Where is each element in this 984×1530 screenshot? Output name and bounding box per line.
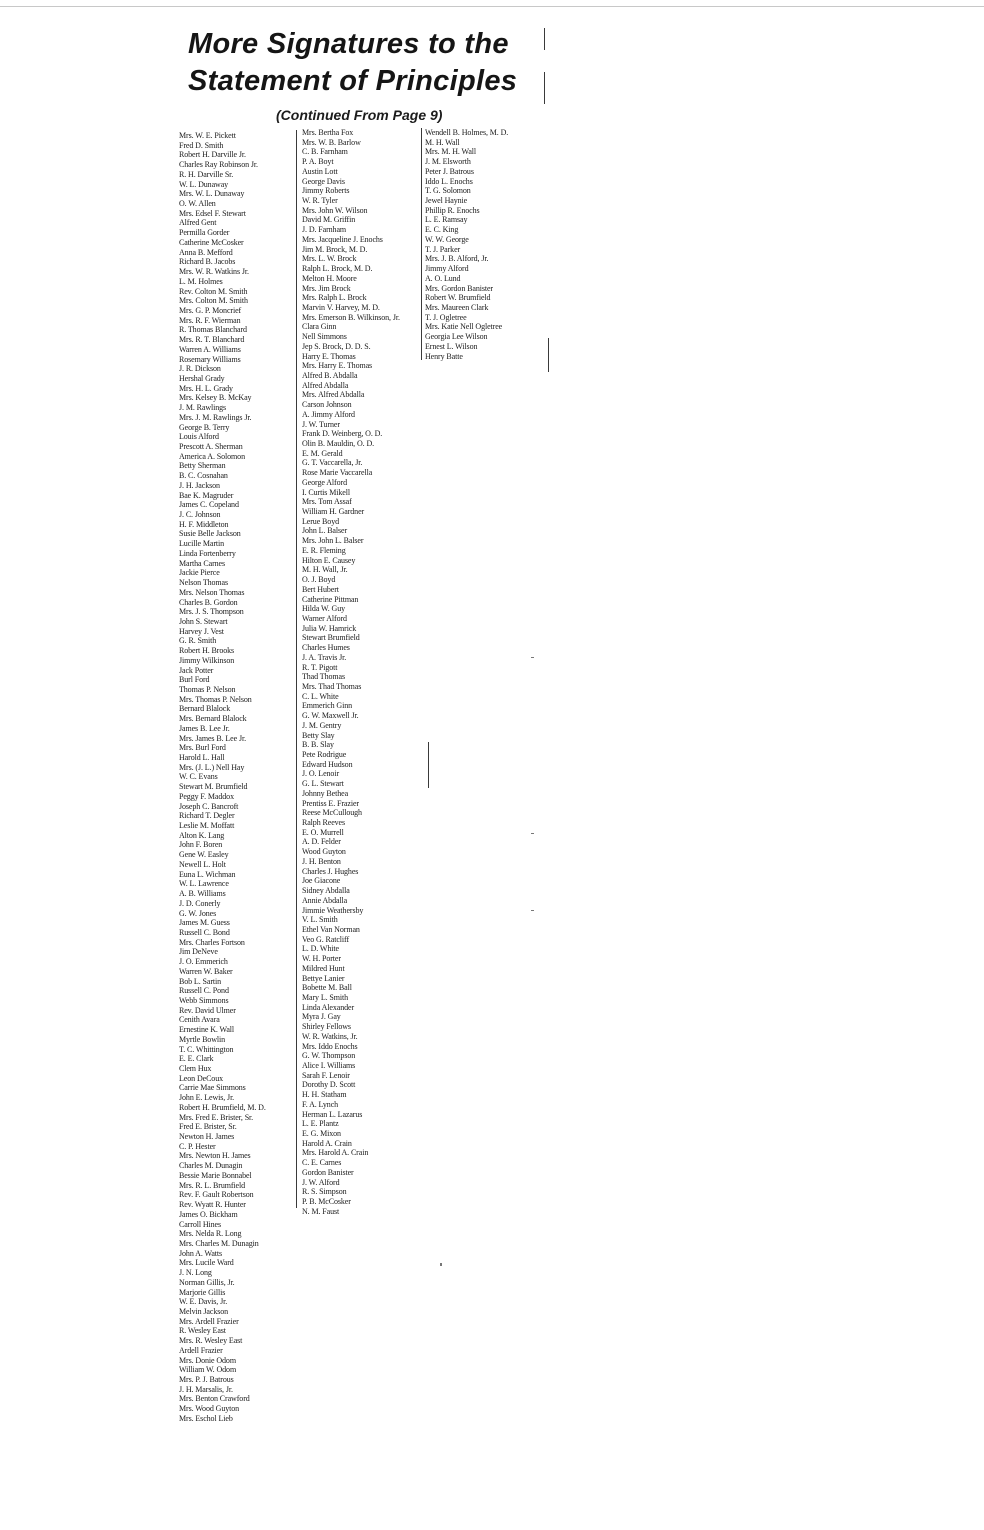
signer-name: Mrs. J. S. Thompson xyxy=(179,607,244,617)
signer-name: Robert H. Brumfield, M. D. xyxy=(179,1102,266,1112)
signer-name: T. J. Parker xyxy=(425,244,461,254)
signer-name: Phillip R. Enochs xyxy=(425,205,480,215)
signer-name: Mrs. Newton H. James xyxy=(179,1151,251,1161)
signer-name: Alfred B. Abdalla xyxy=(302,370,358,380)
signer-name: H. F. Middleton xyxy=(179,519,229,529)
signer-name: W. R. Watkins, Jr. xyxy=(302,1031,358,1041)
signer-name: Georgia Lee Wilson xyxy=(425,332,488,342)
signer-name: E. R. Fleming xyxy=(302,545,346,555)
signer-name: J. D. Farnham xyxy=(302,225,347,235)
signer-name: L. D. White xyxy=(302,944,339,954)
headline xyxy=(188,26,548,100)
column-rule-1 xyxy=(296,130,297,1208)
signer-name: Mrs. W. E. Pickett xyxy=(179,131,236,140)
signer-name: M. H. Wall xyxy=(425,137,460,147)
signer-name: G. W. Jones xyxy=(179,908,217,918)
signer-name: Ralph L. Brock, M. D. xyxy=(302,264,373,274)
signer-name: Mrs. John W. Wilson xyxy=(302,205,368,215)
signer-name: Clem Hux xyxy=(179,1064,212,1073)
signer-name: Mrs. Harold A. Crain xyxy=(302,1148,369,1158)
signer-name: Robert H. Darville Jr. xyxy=(179,150,246,160)
signer-name: W. W. George xyxy=(425,234,469,244)
signer-name: F. A. Lynch xyxy=(302,1099,339,1109)
signer-name: Robert W. Brumfield xyxy=(425,293,491,303)
signer-name: Mrs. H. L. Grady xyxy=(179,383,233,393)
signer-name: Charles M. Dunagin xyxy=(179,1161,243,1171)
signer-name: Bernard Blalock xyxy=(179,704,231,714)
signer-name: E. M. Gerald xyxy=(302,448,343,458)
signer-name: J. C. Johnson xyxy=(179,510,221,520)
signer-name: John L. Balser xyxy=(302,526,348,536)
signer-name: A. Jimmy Alford xyxy=(302,409,355,419)
signer-name: Anna B. Mefford xyxy=(179,247,233,257)
signer-name: Warner Alford xyxy=(302,613,347,623)
signer-name: Harold L. Hall xyxy=(179,753,225,762)
signer-name: Frank D. Weinberg, O. D. xyxy=(302,429,383,439)
signer-name: Mrs. John L. Balser xyxy=(302,536,364,546)
signer-name: Prescott A. Sherman xyxy=(179,442,243,451)
page-top-rule xyxy=(0,6,984,7)
signer-name: T. G. Solomon xyxy=(425,186,471,196)
signer-name: L. E. Ramsay xyxy=(425,215,468,225)
signer-name: Mildred Hunt xyxy=(302,963,345,973)
signer-name: Marvin V. Harvey, M. D. xyxy=(302,302,380,312)
signer-name: J. M. Rawlings xyxy=(179,403,227,413)
signer-name: Mrs. R. F. Wierman xyxy=(179,315,241,325)
signer-name: G. W. Thompson xyxy=(302,1051,356,1061)
signer-name: J. W. Turner xyxy=(302,419,340,429)
signer-name: Mrs. Alfred Abdalla xyxy=(302,390,365,400)
signer-name: James C. Copeland xyxy=(179,500,239,510)
signer-name: Jimmie Weathersby xyxy=(302,905,364,915)
signer-name: Mrs. Wood Guyton xyxy=(179,1404,240,1414)
headline-line-2: Statement of Principles xyxy=(188,65,518,97)
signer-name: Thomas P. Nelson xyxy=(179,684,236,694)
signer-name: Mrs. Charles M. Dunagin xyxy=(179,1238,259,1248)
signer-name: Bae K. Magruder xyxy=(179,490,234,500)
column-rule-2 xyxy=(421,128,422,360)
signer-name: Mrs. Edsel F. Stewart xyxy=(179,208,246,218)
signer-name: Gordon Banister xyxy=(302,1167,354,1177)
signer-name: Alton K. Lang xyxy=(179,830,225,840)
signer-name: Permilla Gorder xyxy=(179,228,230,238)
signer-name: Leon DeCoux xyxy=(179,1073,224,1083)
signer-name: Bob L. Sartin xyxy=(179,976,222,986)
signer-name: Mrs. Thomas P. Nelson xyxy=(179,694,252,704)
signer-name: Johnny Bethea xyxy=(302,788,349,798)
signer-name: Sarah F. Lenoir xyxy=(302,1070,350,1080)
signer-name: Harry E. Thomas xyxy=(302,351,356,361)
signer-name: Burl Ford xyxy=(179,675,210,685)
signer-name: Mrs. Iddo Enochs xyxy=(302,1041,358,1051)
signer-name: Mrs. Maureen Clark xyxy=(425,302,489,312)
signer-name: Rev. Wyatt R. Hunter xyxy=(179,1200,246,1210)
signer-name: E. G. Mixon xyxy=(302,1129,341,1139)
signer-name: O. W. Allen xyxy=(179,199,216,209)
signer-name: V. L. Smith xyxy=(302,915,338,925)
signer-name: Carson Johnson xyxy=(302,400,352,410)
signer-name: Mrs. Ardell Frazier xyxy=(179,1316,239,1326)
signer-name: Mrs. Katie Nell Ogletree xyxy=(425,322,503,332)
signer-name: John A. Watts xyxy=(179,1248,223,1258)
signer-name: James B. Lee Jr. xyxy=(179,723,230,733)
signer-name: Jimmy Wilkinson xyxy=(179,655,235,665)
signer-name: America A. Solomon xyxy=(179,451,245,461)
signer-name: Mrs. Donie Odom xyxy=(179,1355,236,1365)
signer-name: William H. Gardner xyxy=(302,507,365,517)
signer-name: T. C. Whittington xyxy=(179,1044,234,1054)
signer-name: C. E. Carnes xyxy=(302,1158,342,1168)
signer-name: Myrtle Bowlin xyxy=(179,1034,226,1044)
signer-name: Harvey J. Vest xyxy=(179,626,224,636)
signer-name: Russell C. Pond xyxy=(179,986,229,996)
signer-name: E. O. Murrell xyxy=(302,827,344,837)
signer-name: Mrs. J. B. Alford, Jr. xyxy=(425,254,489,264)
signer-name: Pete Rodrigue xyxy=(302,750,347,759)
signer-name: William W. Odom xyxy=(179,1365,237,1375)
signer-name: J. H. Marsalis, Jr. xyxy=(179,1384,233,1394)
signer-name: Alice I. Williams xyxy=(302,1061,356,1070)
signer-name: Martha Carnes xyxy=(179,558,226,568)
signer-name: Mrs. Nelson Thomas xyxy=(179,587,245,597)
signer-name: Mrs. Fred E. Brister, Sr. xyxy=(179,1112,254,1122)
signer-name: Lucille Martin xyxy=(179,539,225,549)
signer-name: Mrs. W. R. Watkins Jr. xyxy=(179,267,249,277)
signer-name: W. C. Evans xyxy=(179,772,218,782)
signer-name: Jackie Pierce xyxy=(179,568,220,578)
signer-name: A. B. Williams xyxy=(179,889,226,899)
signer-name: G. W. Maxwell Jr. xyxy=(302,711,359,721)
signer-name: C. P. Hester xyxy=(179,1141,216,1151)
signer-name: Richard T. Degler xyxy=(179,811,235,821)
signer-name: Charles Ray Robinson Jr. xyxy=(179,160,258,170)
signer-name: Rose Marie Vaccarella xyxy=(302,468,373,478)
signer-name: Emmerich Ginn xyxy=(302,701,353,711)
signer-name: Myra J. Gay xyxy=(302,1012,341,1022)
right-rule-upper xyxy=(544,28,545,50)
signer-name: Hilton E. Causey xyxy=(302,555,356,565)
signer-name: Warren A. Williams xyxy=(179,344,241,354)
signer-name: Jim DeNeve xyxy=(179,947,218,957)
signer-name: Webb Simmons xyxy=(179,995,229,1005)
signer-name: Catherine Pittman xyxy=(302,594,359,604)
signer-name: Mrs. Lucile Ward xyxy=(179,1258,234,1268)
signer-name: Mrs. Kelsey B. McKay xyxy=(179,393,252,403)
signer-name: Mrs. Burl Ford xyxy=(179,743,226,753)
signer-name: Rosemary Williams xyxy=(179,354,241,364)
signer-name: G. R. Smith xyxy=(179,636,217,646)
signer-name: J. H. Benton xyxy=(302,856,341,866)
signer-name: P. A. Boyt xyxy=(302,157,334,167)
signer-name: George Davis xyxy=(302,176,345,186)
signer-name: Edward Hudson xyxy=(302,759,353,769)
column-rule-3-lower xyxy=(428,742,429,788)
signer-name: T. J. Ogletree xyxy=(425,312,467,322)
signer-name: Richard B. Jacobs xyxy=(179,257,236,267)
signer-name: Mrs. Emerson B. Wilkinson, Jr. xyxy=(302,312,400,322)
signer-name: C. B. Farnham xyxy=(302,147,348,157)
signer-name: Hilda W. Guy xyxy=(302,604,346,614)
signer-name: Mrs. R. Wesley East xyxy=(179,1336,243,1346)
signer-name: John F. Boren xyxy=(179,840,223,850)
signer-name: Peter J. Batrous xyxy=(425,166,474,176)
signer-name: Julia W. Hamrick xyxy=(302,623,357,633)
signer-name: J. R. Dickson xyxy=(179,364,221,374)
signer-name: Louis Alford xyxy=(179,432,219,442)
signer-name: E. E. Clark xyxy=(179,1054,214,1064)
signer-name: Austin Lott xyxy=(302,166,338,176)
headline-line-1: More Signatures to the xyxy=(188,28,509,60)
signer-name: R. Thomas Blanchard xyxy=(179,325,247,335)
signer-name: Mrs. Harry E. Thomas xyxy=(302,361,373,371)
signer-name: W. L. Lawrence xyxy=(179,879,229,889)
signer-name: A. D. Felder xyxy=(302,837,341,847)
signer-name: David M. Griffin xyxy=(302,215,356,225)
signer-name: Bessie Marie Bonnabel xyxy=(179,1170,252,1180)
signer-name: Wood Guyton xyxy=(302,847,346,857)
signer-name: I. Curtis Mikell xyxy=(302,487,350,497)
signer-name: Thad Thomas xyxy=(302,672,345,682)
signer-name: R. Wesley East xyxy=(179,1326,226,1336)
signer-name: Dorothy D. Scott xyxy=(302,1080,356,1090)
signer-name: Ralph Reeves xyxy=(302,818,346,828)
signature-column-3 xyxy=(425,128,508,361)
signer-name: Mrs. Nelda R. Long xyxy=(179,1229,242,1239)
signer-name: J. D. Conerly xyxy=(179,898,221,908)
signer-name: J. H. Jackson xyxy=(179,480,220,490)
signer-name: Shirley Fellows xyxy=(302,1022,351,1032)
right-rule-mid xyxy=(544,72,545,104)
signer-name: Henry Batte xyxy=(425,351,463,361)
signer-name: Rev. Colton M. Smith xyxy=(179,286,248,296)
signer-name: Rev. David Ulmer xyxy=(179,1005,236,1015)
signer-name: Ernest L. Wilson xyxy=(425,341,478,351)
right-rule-lower xyxy=(548,338,549,372)
signer-name: Prentiss E. Frazier xyxy=(302,798,359,808)
signer-name: P. B. McCosker xyxy=(302,1197,351,1207)
signer-name: L. M. Holmes xyxy=(179,276,223,286)
signer-name: Cenith Avara xyxy=(179,1015,220,1025)
signer-name: Iddo L. Enochs xyxy=(425,176,473,186)
signer-name: Mrs. Benton Crawford xyxy=(179,1394,250,1404)
signer-name: Bobette M. Ball xyxy=(302,983,352,993)
signer-name: Mrs. Jacqueline J. Enochs xyxy=(302,234,383,244)
signer-name: Melton H. Moore xyxy=(302,273,357,283)
signer-name: Bert Hubert xyxy=(302,584,339,594)
signer-name: Joe Giacone xyxy=(302,876,341,886)
signer-name: Mrs. R. T. Blanchard xyxy=(179,335,245,345)
signer-name: Charles J. Hughes xyxy=(302,866,359,876)
signer-name: Marjorie Gillis xyxy=(179,1287,226,1297)
signer-name: Joseph C. Bancroft xyxy=(179,801,239,811)
continuation-note: (Continued From Page 9) xyxy=(276,107,443,123)
signer-name: W. H. Porter xyxy=(302,954,341,964)
signer-name: Jim M. Brock, M. D. xyxy=(302,244,368,254)
signer-name: Catherine McCosker xyxy=(179,237,244,247)
signer-name: Charles Humes xyxy=(302,643,350,653)
signer-name: Mrs. J. M. Rawlings Jr. xyxy=(179,412,252,422)
signer-name: Mrs. (J. L.) Nell Hay xyxy=(179,762,245,772)
signer-name: James M. Guess xyxy=(179,918,230,928)
signer-name: E. C. King xyxy=(425,225,459,235)
signer-name: Mrs. Bernard Blalock xyxy=(179,714,247,724)
signer-name: Veo G. Ratcliff xyxy=(302,934,350,944)
signer-name: Stewart M. Brumfield xyxy=(179,782,248,792)
signature-column-2 xyxy=(302,128,400,1217)
signer-name: Wendell B. Holmes, M. D. xyxy=(425,128,509,137)
signer-name: Mrs. Tom Assaf xyxy=(302,497,352,507)
signer-name: Euna L. Wichman xyxy=(179,869,236,879)
speck xyxy=(531,657,534,658)
signer-name: G. T. Vaccarella, Jr. xyxy=(302,458,363,468)
signer-name: J. O. Lenoir xyxy=(302,769,340,779)
signer-name: M. H. Wall, Jr. xyxy=(302,565,348,575)
signer-name: C. L. White xyxy=(302,691,339,701)
signer-name: James O. Bickham xyxy=(179,1209,238,1219)
signer-name: Mrs. Colton M. Smith xyxy=(179,296,248,306)
signer-name: Mrs. W. L. Dunaway xyxy=(179,189,245,199)
signer-name: B. C. Cosnahan xyxy=(179,471,228,481)
signer-name: J. N. Long xyxy=(179,1268,212,1278)
signer-name: Mrs. Gordon Banister xyxy=(425,283,493,293)
signer-name: J. M. Elsworth xyxy=(425,157,471,167)
signer-name: Bettye Lanier xyxy=(302,973,345,983)
signer-name: Mrs. Charles Fortson xyxy=(179,937,245,947)
signer-name: Lerue Boyd xyxy=(302,516,339,526)
signer-name: J. M. Gentry xyxy=(302,720,342,730)
signer-name: George B. Terry xyxy=(179,422,230,432)
signer-name: R. H. Darville Sr. xyxy=(179,169,234,179)
signer-name: Susie Belle Jackson xyxy=(179,529,241,539)
signature-column-1 xyxy=(179,131,266,1424)
signer-name: Mrs. James B. Lee Jr. xyxy=(179,733,247,743)
signer-name: Hershal Grady xyxy=(179,373,225,383)
signer-name: Betty Sherman xyxy=(179,461,226,471)
signer-name: J. O. Emmerich xyxy=(179,957,228,967)
signer-name: Mrs. Ralph L. Brock xyxy=(302,293,367,303)
signer-name: J. W. Alford xyxy=(302,1177,340,1187)
speck xyxy=(531,833,534,834)
signer-name: John S. Stewart xyxy=(179,616,228,626)
signer-name: J. A. Travis Jr. xyxy=(302,652,347,662)
signer-name: Peggy F. Maddox xyxy=(179,791,234,801)
signer-name: Linda Alexander xyxy=(302,1002,355,1012)
signer-name: Mrs. W. B. Barlow xyxy=(302,137,361,147)
signer-name: H. H. Statham xyxy=(302,1090,347,1100)
signer-name: Olin B. Mauldin, O. D. xyxy=(302,439,375,448)
signer-name: B. B. Slay xyxy=(302,740,334,750)
signer-name: Newell L. Holt xyxy=(179,859,226,869)
signer-name: Nell Simmons xyxy=(302,332,347,342)
signer-name: Mrs. Eschol Lieb xyxy=(179,1413,233,1423)
signer-name: Norman Gillis, Jr. xyxy=(179,1277,235,1287)
signer-name: Ardell Frazier xyxy=(179,1345,223,1355)
speck xyxy=(531,910,534,911)
signer-name: Jack Potter xyxy=(179,665,214,675)
signer-name: Mrs. Bertha Fox xyxy=(302,128,354,137)
signer-name: Jimmy Roberts xyxy=(302,186,350,196)
signer-name: Mrs. P. J. Batrous xyxy=(179,1375,234,1384)
signer-name: Jep S. Brock, D. D. S. xyxy=(302,341,371,351)
signer-name: R. S. Simpson xyxy=(302,1187,347,1197)
signer-name: Fred D. Smith xyxy=(179,140,224,150)
signer-name: Ernestine K. Wall xyxy=(179,1025,235,1035)
signer-name: Fred E. Brister, Sr. xyxy=(179,1122,237,1132)
signer-name: Rev. F. Gault Robertson xyxy=(179,1190,254,1200)
signer-name: Leslie M. Moffatt xyxy=(179,821,235,831)
signer-name: Nelson Thomas xyxy=(179,578,228,588)
signer-name: Linda Fortenberry xyxy=(179,548,236,558)
signer-name: L. E. Plantz xyxy=(302,1119,339,1129)
speck xyxy=(440,1263,442,1266)
signer-name: George Alford xyxy=(302,477,347,487)
signer-name: Mrs. L. W. Brock xyxy=(302,254,357,264)
signer-name: Betty Slay xyxy=(302,730,335,740)
signer-name: W. E. Davis, Jr. xyxy=(179,1297,228,1307)
signer-name: Alfred Gent xyxy=(179,218,217,228)
signer-name: Reese McCullough xyxy=(302,808,362,818)
signer-name: O. J. Boyd xyxy=(302,575,336,585)
signer-name: Mrs. R. L. Brumfield xyxy=(179,1180,245,1190)
signer-name: Mrs. M. H. Wall xyxy=(425,147,477,157)
signer-name: John E. Lewis, Jr. xyxy=(179,1093,235,1103)
signer-name: Mrs. Thad Thomas xyxy=(302,681,362,691)
signer-name: Harold A. Crain xyxy=(302,1138,352,1148)
signer-name: G. L. Stewart xyxy=(302,779,344,789)
signer-name: Annie Abdalla xyxy=(302,895,348,905)
signer-name: Gene W. Easley xyxy=(179,850,229,860)
signer-name: Alfred Abdalla xyxy=(302,380,349,390)
signer-name: Carrie Mae Simmons xyxy=(179,1083,246,1093)
signer-name: Jimmy Alford xyxy=(425,264,469,274)
signer-name: Charles B. Gordon xyxy=(179,597,238,607)
signer-name: Newton H. James xyxy=(179,1132,235,1142)
signer-name: Clara Ginn xyxy=(302,322,337,332)
signer-name: W. R. Tyler xyxy=(302,196,338,206)
signer-name: A. O. Lund xyxy=(425,273,461,283)
signer-name: Russell C. Bond xyxy=(179,927,230,937)
signer-name: N. M. Faust xyxy=(302,1206,340,1216)
signer-name: Jewel Haynie xyxy=(425,196,468,206)
signer-name: Mary L. Smith xyxy=(302,992,349,1002)
signer-name: Warren W. Baker xyxy=(179,966,233,976)
signer-name: Herman L. Lazarus xyxy=(302,1109,363,1119)
signer-name: Melvin Jackson xyxy=(179,1306,229,1316)
signer-name: Robert H. Brooks xyxy=(179,646,235,656)
signer-name: Sidney Abdalla xyxy=(302,886,350,896)
signer-name: Stewart Brumfield xyxy=(302,633,360,643)
signer-name: W. L. Dunaway xyxy=(179,179,229,189)
signer-name: Mrs. G. P. Moncrief xyxy=(179,305,242,315)
signer-name: Carroll Hines xyxy=(179,1219,222,1229)
signer-name: R. T. Pigott xyxy=(302,662,338,672)
signer-name: Ethel Van Norman xyxy=(302,924,360,934)
signer-name: Mrs. Jim Brock xyxy=(302,283,351,293)
